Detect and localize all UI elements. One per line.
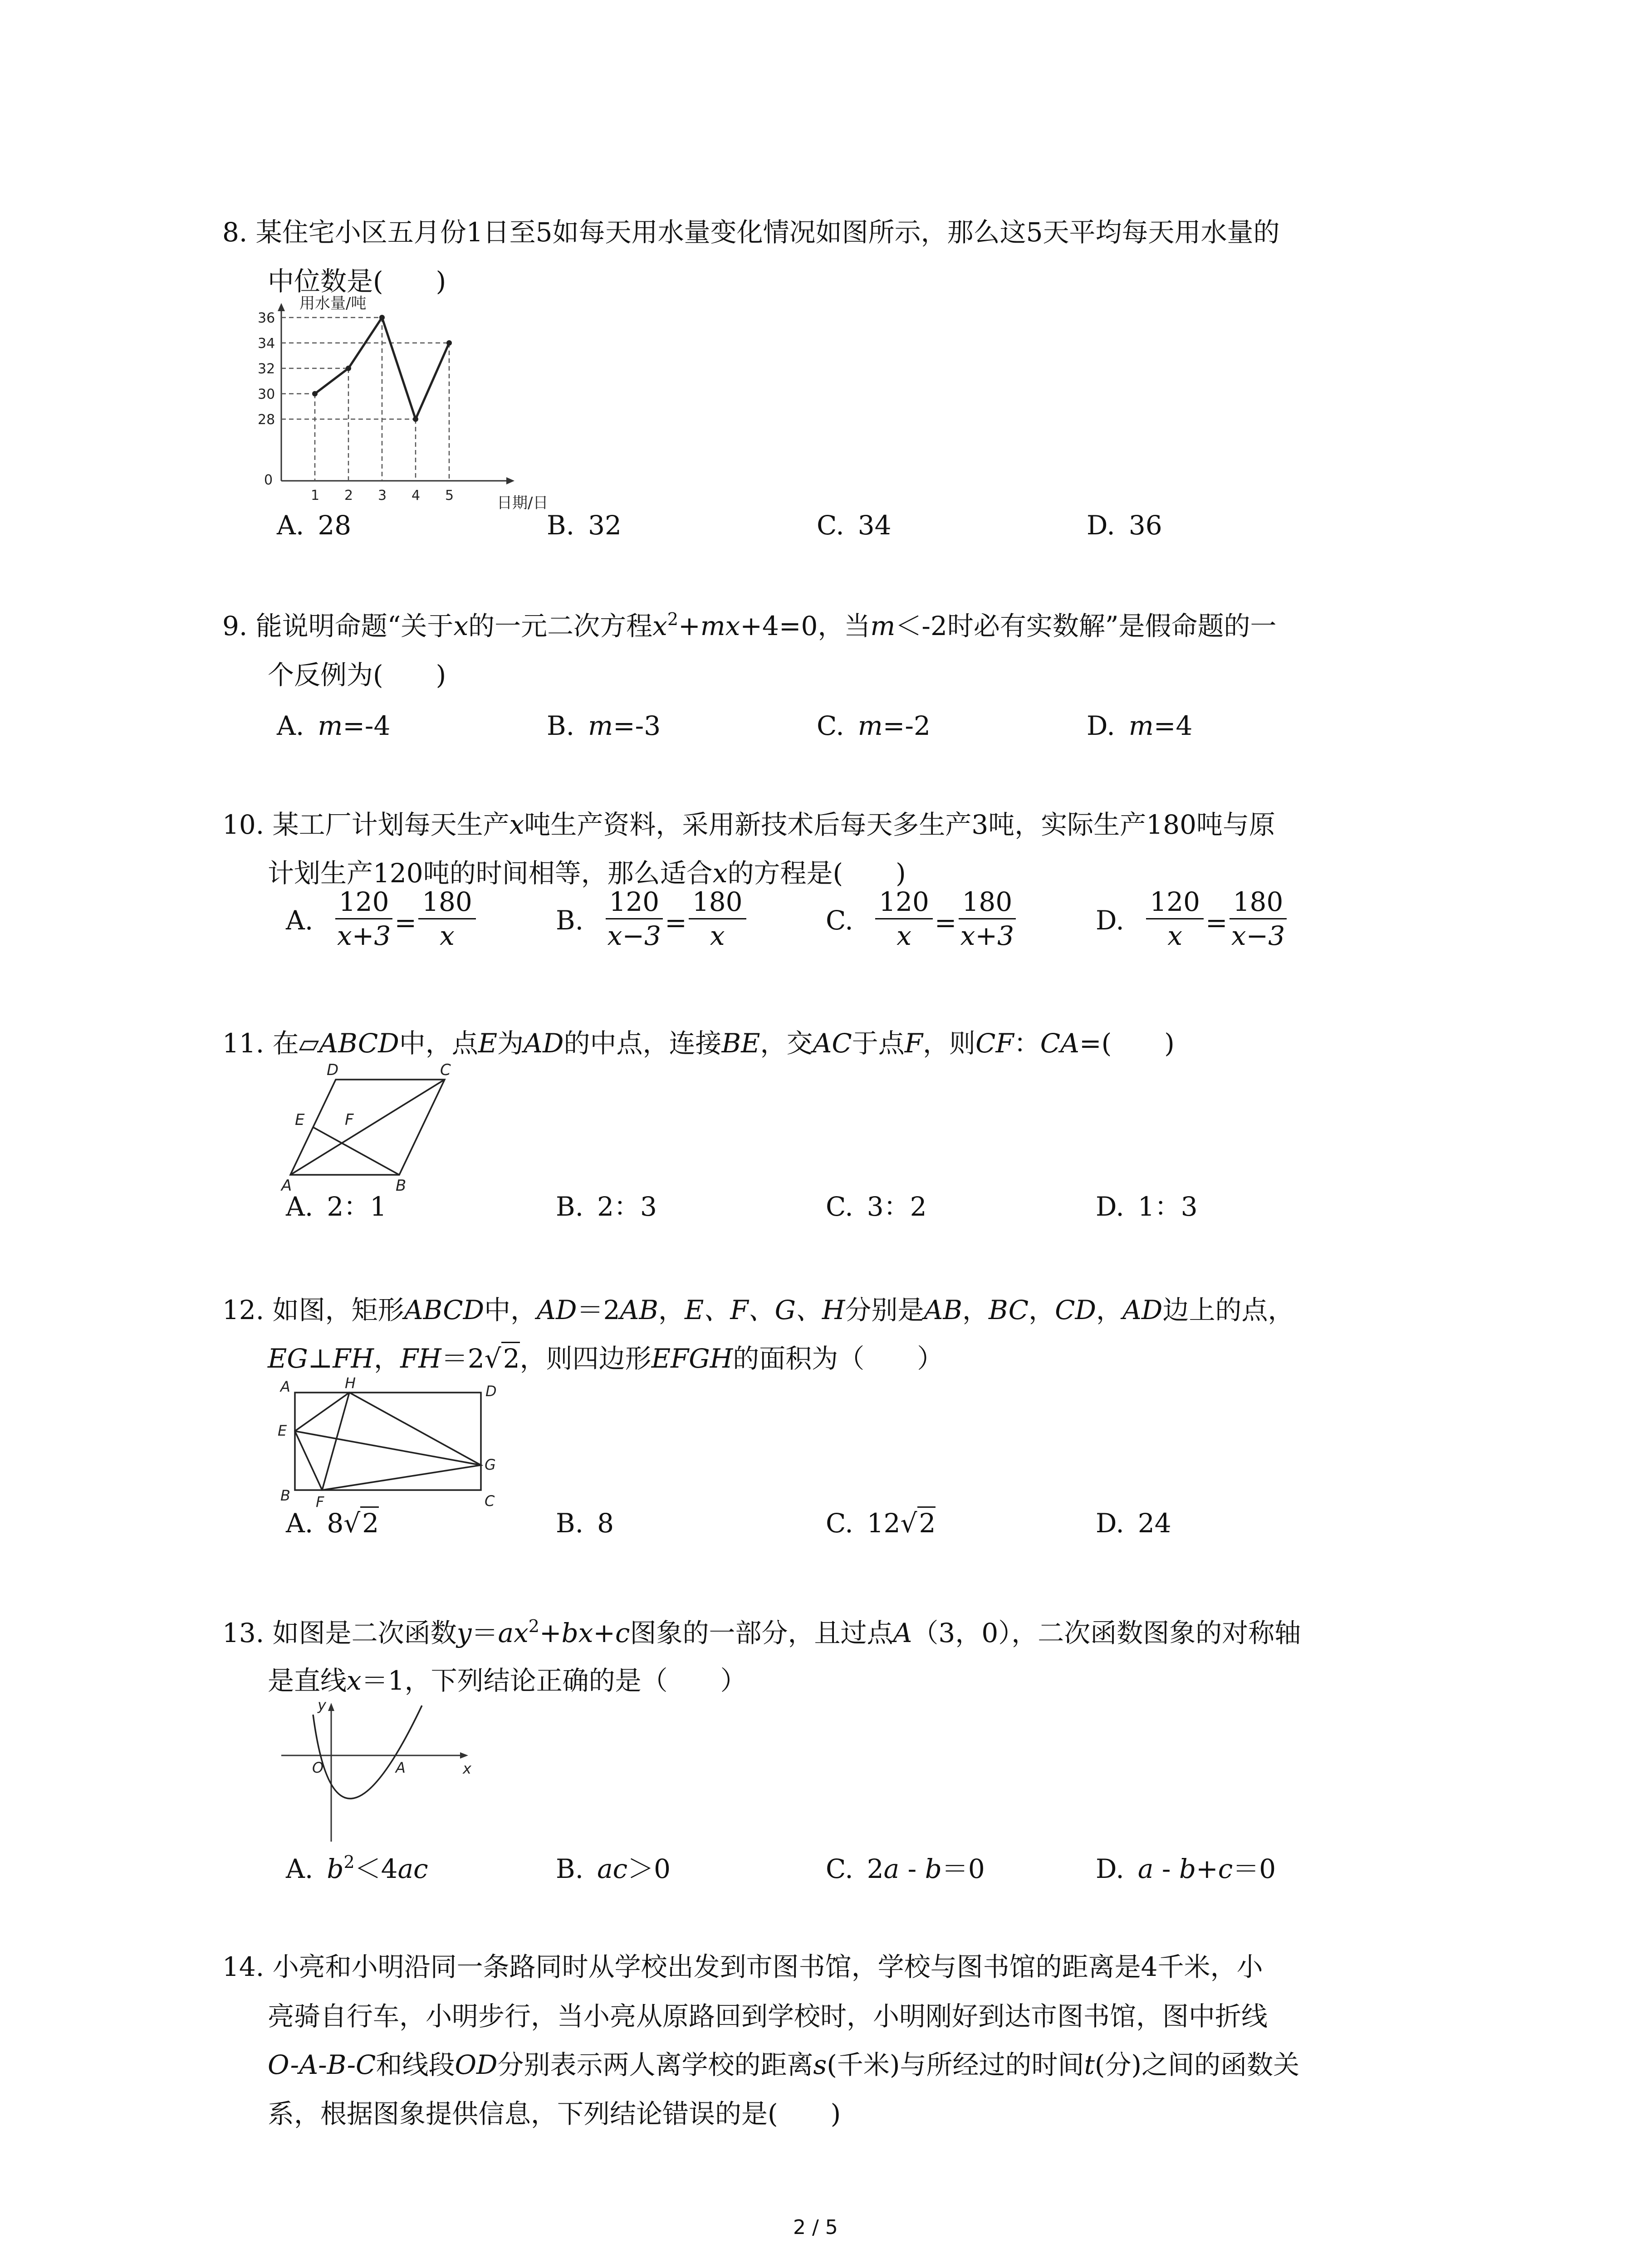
q8-xtick-3: 3 xyxy=(378,488,387,503)
q8-xtick-2: 2 xyxy=(344,488,353,503)
q9-option-d[interactable]: D. m=4 xyxy=(1087,710,1193,741)
q11-label-b: B xyxy=(396,1177,407,1193)
q14-stem-line4: 系，根据图象提供信息，下列结论错误的是( ) xyxy=(268,2098,841,2129)
q13-y-arrow xyxy=(328,1703,334,1711)
page-number: 2 / 5 xyxy=(793,2216,838,2239)
q11-option-b[interactable]: B. 2：3 xyxy=(556,1191,657,1222)
q8-water-usage-chart xyxy=(254,295,599,513)
q8-xlabel: 日期/日 xyxy=(497,494,549,512)
q12-option-a[interactable]: A. 8√2 xyxy=(286,1505,379,1541)
q14-stem-line3: O-A-B-C和线段OD分别表示两人离学校的距离s(千米)与所经过的时间t(分)之间的函数关 xyxy=(268,2049,1300,2080)
q11-label-d: D xyxy=(327,1061,339,1079)
q8-point-4 xyxy=(413,416,418,422)
q11-parallelogram-figure xyxy=(277,1061,485,1193)
q8-ylabel: 用水量/吨 xyxy=(299,295,367,313)
q11-option-a[interactable]: A. 2：1 xyxy=(286,1191,387,1222)
q8-option-a[interactable]: A. 28 xyxy=(277,510,352,541)
q11-label-a: A xyxy=(281,1177,292,1193)
q8-ytick-34: 34 xyxy=(258,336,275,352)
q13-option-c[interactable]: C. 2a - b＝0 xyxy=(826,1853,985,1884)
q10-option-c[interactable]: C. $\frac{120}{x}$ = $\frac{180}{x+3}$ xyxy=(826,889,1016,956)
q11-label-f: F xyxy=(345,1111,354,1129)
q12-label-f: F xyxy=(316,1493,324,1510)
q13-option-a[interactable]: A. $b^2<4ac$ xyxy=(286,1852,428,1884)
q8-ytick-36: 36 xyxy=(258,310,275,326)
q12-rectangle xyxy=(295,1393,481,1490)
q8-xtick-1: 1 xyxy=(311,488,320,503)
q13-parabola xyxy=(313,1706,422,1799)
q13-stem-line1: 13. 如图是二次函数$y=ax^2+bx+c$图象的一部分，且过点A（3，0），二次函数图象的对称轴 xyxy=(222,1616,1301,1648)
q13-label-a: A xyxy=(396,1759,406,1776)
q8-origin: 0 xyxy=(264,472,273,488)
q9-option-c[interactable]: C. m=-2 xyxy=(817,710,931,741)
q12-label-c: C xyxy=(485,1492,495,1510)
q13-stem-line2: 是直线x＝1，下列结论正确的是（ ） xyxy=(268,1665,747,1696)
q8-point-3 xyxy=(379,315,385,320)
q12-stem-line1: 12. 如图，矩形ABCD中，AD＝2AB，E、F、G、H分别是AB，BC，CD，AD边上的点， xyxy=(222,1295,1294,1325)
q13-option-d[interactable]: D. a - b+c＝0 xyxy=(1096,1853,1276,1884)
q12-option-c[interactable]: C. 12√2 xyxy=(826,1505,936,1541)
q12-label-h: H xyxy=(345,1374,356,1392)
q9-option-b[interactable]: B. m=-3 xyxy=(547,710,661,741)
q12-label-e: E xyxy=(278,1422,287,1439)
q12-rectangle-figure xyxy=(272,1374,526,1510)
q10-stem-line1: 10. 某工厂计划每天生产x吨生产资料，采用新技术后每天多生产3吨，实际生产180吨与原 xyxy=(222,809,1276,840)
q11-option-d[interactable]: D. 1：3 xyxy=(1096,1191,1198,1222)
q12-option-d[interactable]: D. 24 xyxy=(1096,1508,1171,1539)
q8-stem-line2: 中位数是( ) xyxy=(268,266,446,297)
q11-label-c: C xyxy=(440,1061,451,1079)
q8-option-b[interactable]: B. 32 xyxy=(547,510,622,541)
q13-option-b[interactable]: B. ac＞0 xyxy=(556,1853,671,1884)
q8-ytick-28: 28 xyxy=(258,412,275,428)
q11-option-c[interactable]: C. 3：2 xyxy=(826,1191,927,1222)
q8-y-arrow xyxy=(278,303,285,311)
q8-point-1 xyxy=(312,391,318,396)
q8-ytick-30: 30 xyxy=(258,386,275,402)
q11-stem: 11. 在▱ABCD中，点E为AD的中点，连接BE，交AC于点F，则CF：CA=( ) xyxy=(222,1028,1175,1059)
q12-segment-eg xyxy=(295,1431,481,1465)
q10-option-d[interactable]: D. $\frac{120}{x}$ = $\frac{180}{x-3}$ xyxy=(1096,889,1287,956)
q8-point-5 xyxy=(446,340,452,346)
q13-label-o: O xyxy=(312,1759,324,1776)
q12-label-a: A xyxy=(280,1378,290,1395)
q12-label-b: B xyxy=(280,1487,290,1504)
q12-segment-fh xyxy=(322,1393,349,1490)
q9-option-a[interactable]: A. m=-4 xyxy=(277,710,391,741)
q13-label-x: x xyxy=(463,1760,471,1777)
q13-label-y: y xyxy=(318,1696,326,1714)
q8-ytick-32: 32 xyxy=(258,361,275,377)
q9-stem-line1: 9. 能说明命题“关于x的一元二次方程$x^2+mx+4=0$，当m＜-2时必有实数解”是假命题的一 xyxy=(222,609,1277,641)
q9-stem-line2: 个反例为( ) xyxy=(268,660,446,690)
q12-label-d: D xyxy=(485,1383,497,1400)
q11-label-e: E xyxy=(295,1111,305,1129)
q8-point-2 xyxy=(346,366,351,371)
q8-option-d[interactable]: D. 36 xyxy=(1087,510,1162,541)
q10-option-b[interactable]: B. $\frac{120}{x-3}$ = $\frac{180}{x}$ xyxy=(556,889,746,956)
q8-xtick-5: 5 xyxy=(445,488,454,503)
q8-x-arrow xyxy=(506,477,514,484)
q14-stem-line1: 14. 小亮和小明沿同一条路同时从学校出发到市图书馆，学校与图书馆的距离是4千米，小 xyxy=(222,1951,1263,1982)
q13-parabola-figure xyxy=(272,1696,481,1846)
q12-option-b[interactable]: B. 8 xyxy=(556,1508,614,1539)
q10-option-a[interactable]: A. $\frac{120}{x+3}$ = $\frac{180}{x}$ xyxy=(286,889,476,956)
q12-quadrilateral-efgh xyxy=(295,1393,481,1490)
q12-label-g: G xyxy=(485,1456,496,1473)
q10-stem-line2: 计划生产120吨的时间相等，那么适合x的方程是( ) xyxy=(268,858,906,889)
q8-stem-line1: 8. 某住宅小区五月份1日至5如每天用水量变化情况如图所示，那么这5天平均每天用水量的 xyxy=(222,217,1280,248)
q8-xtick-4: 4 xyxy=(411,488,421,503)
q14-stem-line2: 亮骑自行车，小明步行，当小亮从原路回到学校时，小明刚好到达市图书馆，图中折线 xyxy=(268,2001,1268,2032)
q12-stem-line2: EG⊥FH，FH＝2√2，则四边形EFGH的面积为（ ） xyxy=(268,1340,943,1377)
q13-x-arrow xyxy=(460,1752,468,1759)
q8-option-c[interactable]: C. 34 xyxy=(817,510,892,541)
